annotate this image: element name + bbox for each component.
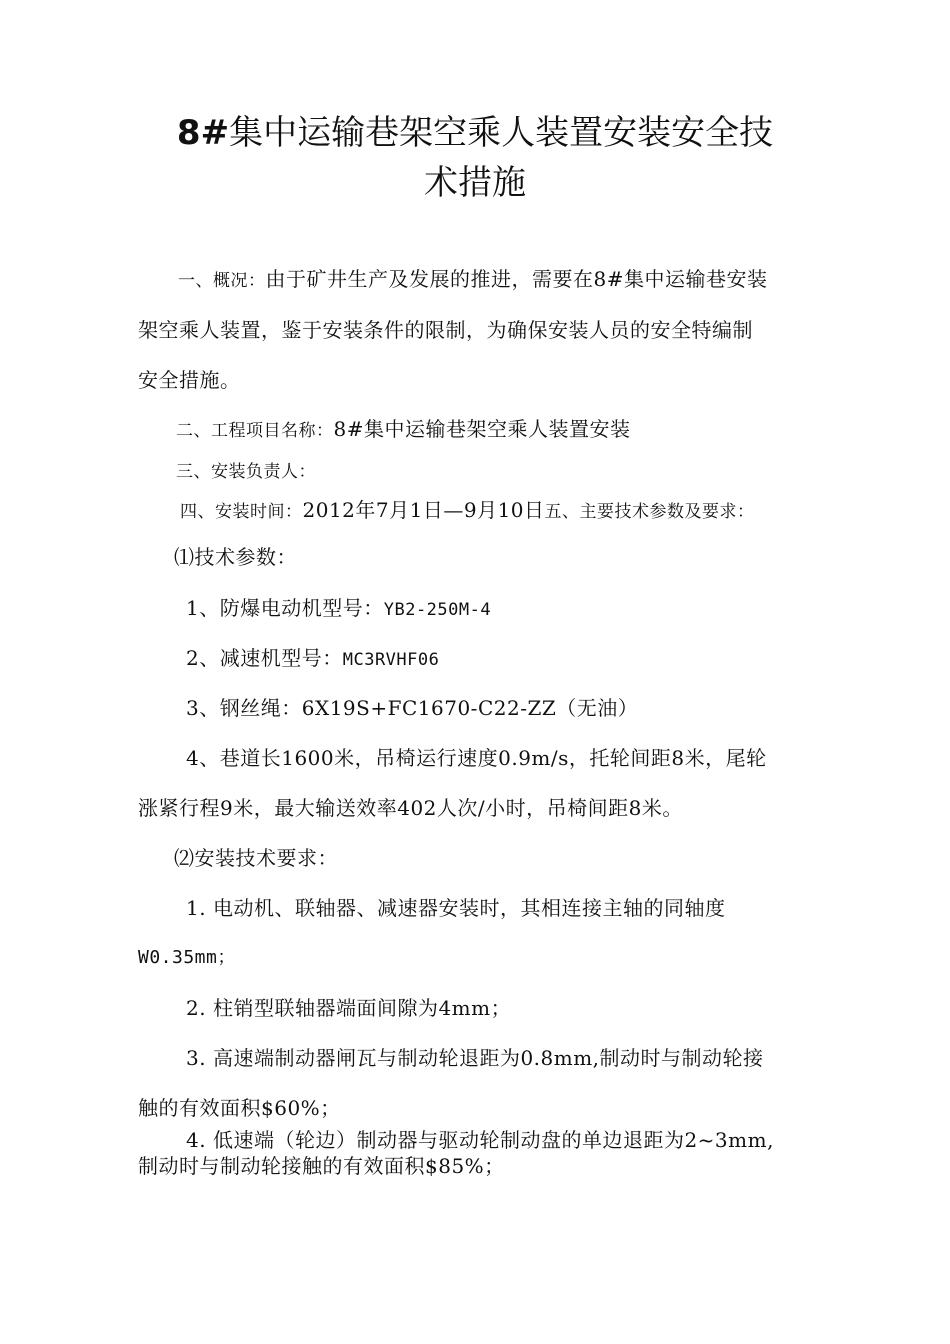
title-number: 8# [176,113,230,153]
installation-time-label: 四、安装时间： [180,502,303,522]
section-overview-text: 由于矿井生产及发展的推进，需要在8#集中运输巷安装 [265,267,768,291]
tech-params-heading: ⑴技术参数： [174,545,297,569]
section-installation-time [180,498,755,524]
tech-param-item-3 [186,696,638,720]
reducer-model-value: MC3RVHF06 [342,650,440,670]
install-req-item-4-line-1: 4. 低速端（轮边）制动器与驱动轮制动盘的单边退距为2~3mm, [186,1128,774,1152]
wire-rope-label: 3、钢丝绳： [186,696,302,720]
wire-rope-value: 6X19S+FC1670-C22-ZZ（无油） [301,696,639,720]
install-req-item-3-line-1: 3. 高速端制动器闸瓦与制动轮退距为0.8mm,制动时与制动轮接 [186,1046,764,1070]
reducer-model-label: 2、减速机型号： [186,646,343,670]
section-overview-line-3: 安全措施。 [138,368,241,392]
motor-model-value: YB2-250M-4 [383,600,492,620]
tech-param-item-1 [186,596,491,622]
install-requirements-heading: ⑵安装技术要求： [174,846,338,870]
tech-param-item-2 [186,646,439,672]
document-title-line-2: 术措施 [424,163,526,203]
section-overview-line-1 [178,267,767,293]
install-req-item-4-line-2: 制动时与制动轮接触的有效面积$85%； [138,1154,505,1178]
install-req-item-1-line-1: 1. 电动机、联轴器、减速器安装时，其相连接主轴的同轴度 [186,896,726,920]
install-req-item-3-line-2: 触的有效面积$60%； [138,1096,341,1120]
project-name-label: 二、工程项目名称： [176,421,334,441]
install-req-item-1-line-2: W0.35mm； [138,947,236,968]
motor-model-label: 1、防爆电动机型号： [186,596,384,620]
section-project-name [176,417,630,443]
section-overview-line-2: 架空乘人装置，鉴于安装条件的限制，为确保安装人员的安全特编制 [138,318,753,342]
installation-time-value: 2012年7月1日—9月10日 [302,498,545,522]
project-name-value: 8#集中运输巷架空乘人装置安装 [333,417,631,441]
tech-param-item-4-line-2: 涨紧行程9米，最大输送效率402人次/小时，吊椅间距8米。 [138,796,683,820]
section-overview-label: 一、概况： [178,271,266,291]
document-title-line-1 [100,108,850,158]
title-text: 集中运输巷架空乘人装置安装安全技 [229,113,774,153]
section-main-params-label: 五、主要技术参数及要求： [544,502,755,522]
tech-param-item-4-line-1: 4、巷道长1600米，吊椅运行速度0.9m/s，托轮间距8米，尾轮 [186,746,767,770]
section-installation-manager: 三、安装负责人： [176,462,316,482]
install-req-item-2: 2. 柱销型联轴器端面间隙为4mm； [186,996,512,1020]
